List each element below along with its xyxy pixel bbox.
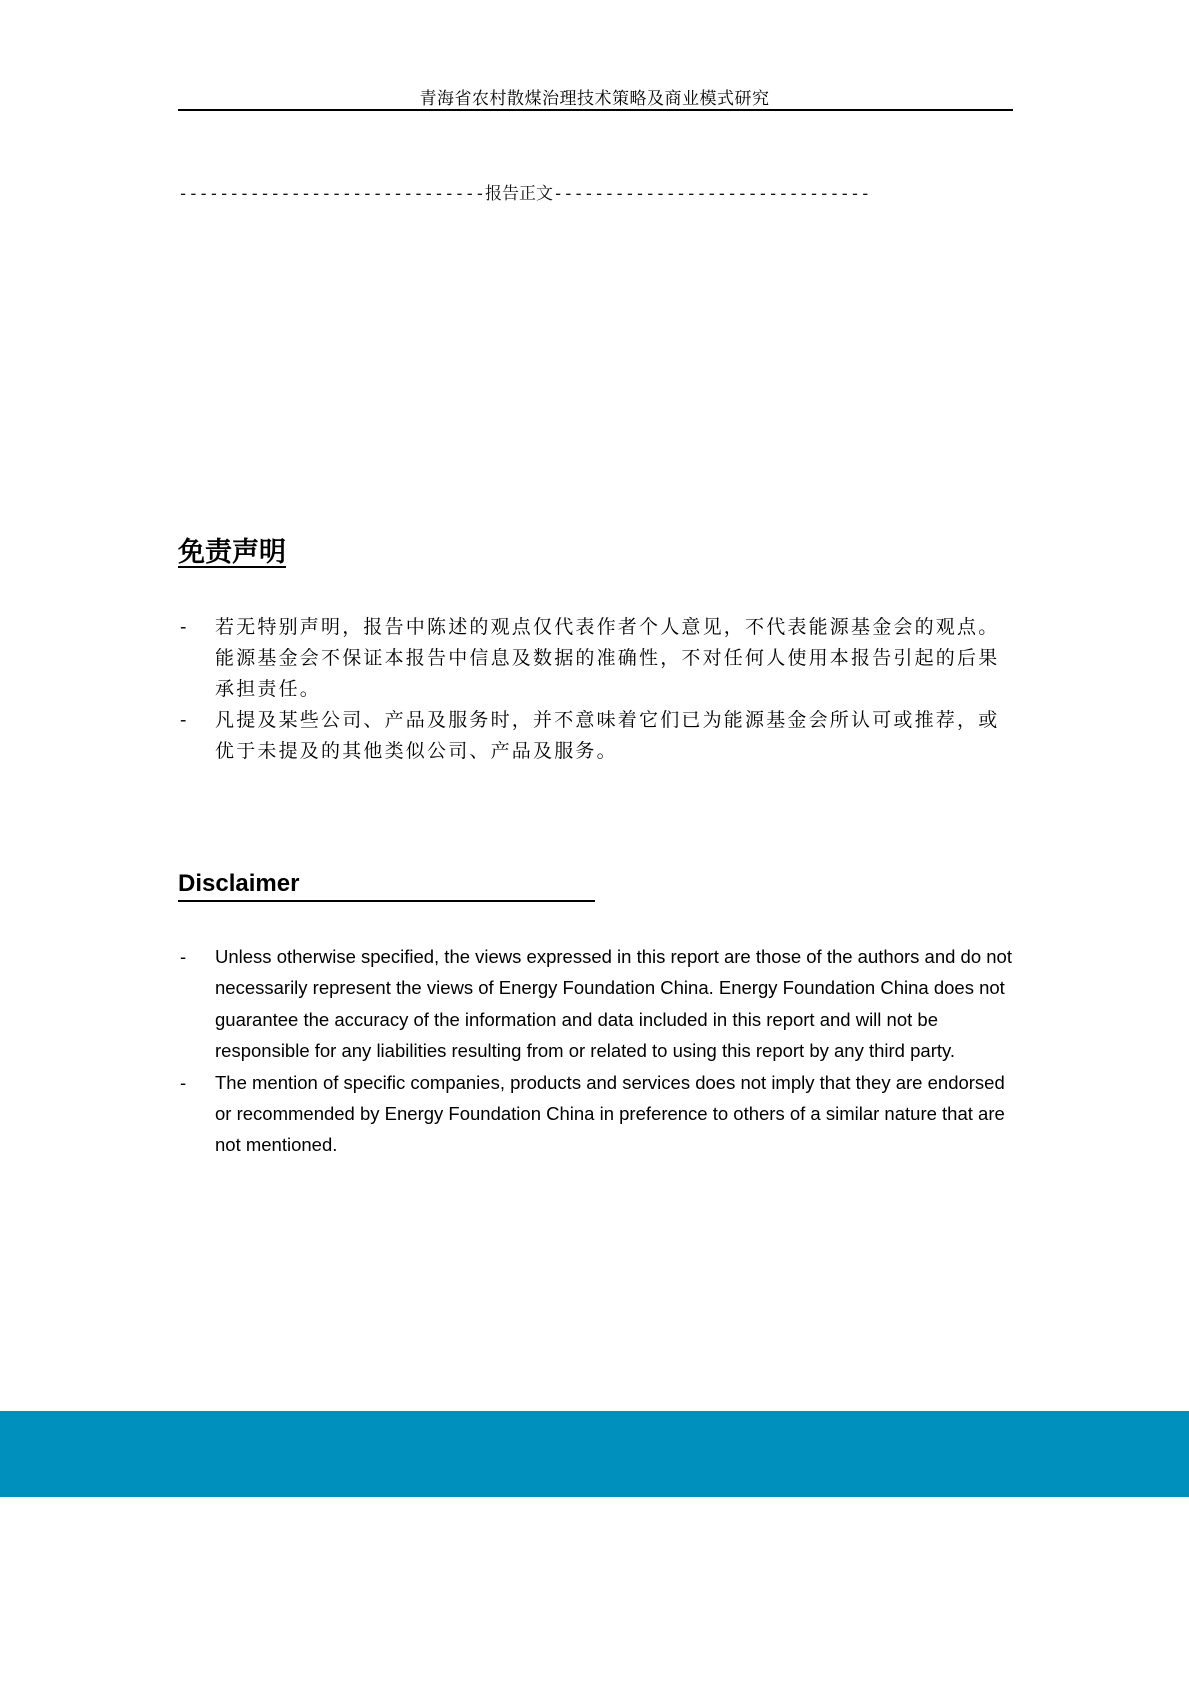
bullet-dash: -: [180, 946, 187, 967]
en-disclaimer-item: [178, 941, 1018, 1067]
en-disclaimer-text: The mention of specific companies, products and services does not imply that they are endorsed or recommended by Energy Foundation China in preference to others of a similar nature that are not mentioned.: [215, 1071, 1005, 1156]
bullet-dash: -: [180, 709, 187, 731]
en-disclaimer-heading: Disclaimer: [178, 870, 300, 897]
cn-disclaimer-heading: 免责声明: [178, 537, 286, 568]
cn-disclaimer-text: 若无特别声明，报告中陈述的观点仅代表作者个人意见，不代表能源基金会的观点。能源基金会不保证本报告中信息及数据的准确性，不对任何人使用本报告引起的后果承担责任。: [215, 616, 1000, 700]
section-separator: ------------------------------报告正文-------------------------------: [178, 184, 871, 204]
cn-disclaimer-list: [178, 612, 1008, 767]
en-disclaimer-heading-rule: [178, 868, 595, 902]
en-disclaimer-list: [178, 941, 1018, 1161]
bullet-dash: -: [180, 1071, 187, 1093]
footer-color-band: [0, 1411, 1189, 1497]
header-rule: [178, 109, 1013, 111]
en-disclaimer-item: [178, 1067, 1018, 1161]
en-disclaimer-text: Unless otherwise specified, the views expressed in this report are those of the authors and do not necessarily represent the views of Energy Foundation China. Energy Foundation China does not guarantee the accuracy of the information and data included in this report and will not be responsible for any liabilities resulting from or related to using this report by any third party.: [215, 946, 1012, 1062]
bullet-dash: -: [180, 616, 187, 638]
cn-disclaimer-item: [178, 705, 1008, 767]
running-header-title: 青海省农村散煤治理技术策略及商业模式研究: [419, 89, 770, 109]
cn-disclaimer-item: [178, 612, 1008, 705]
cn-disclaimer-text: 凡提及某些公司、产品及服务时，并不意味着它们已为能源基金会所认可或推荐，或优于未提及的其他类似公司、产品及服务。: [215, 709, 1000, 762]
